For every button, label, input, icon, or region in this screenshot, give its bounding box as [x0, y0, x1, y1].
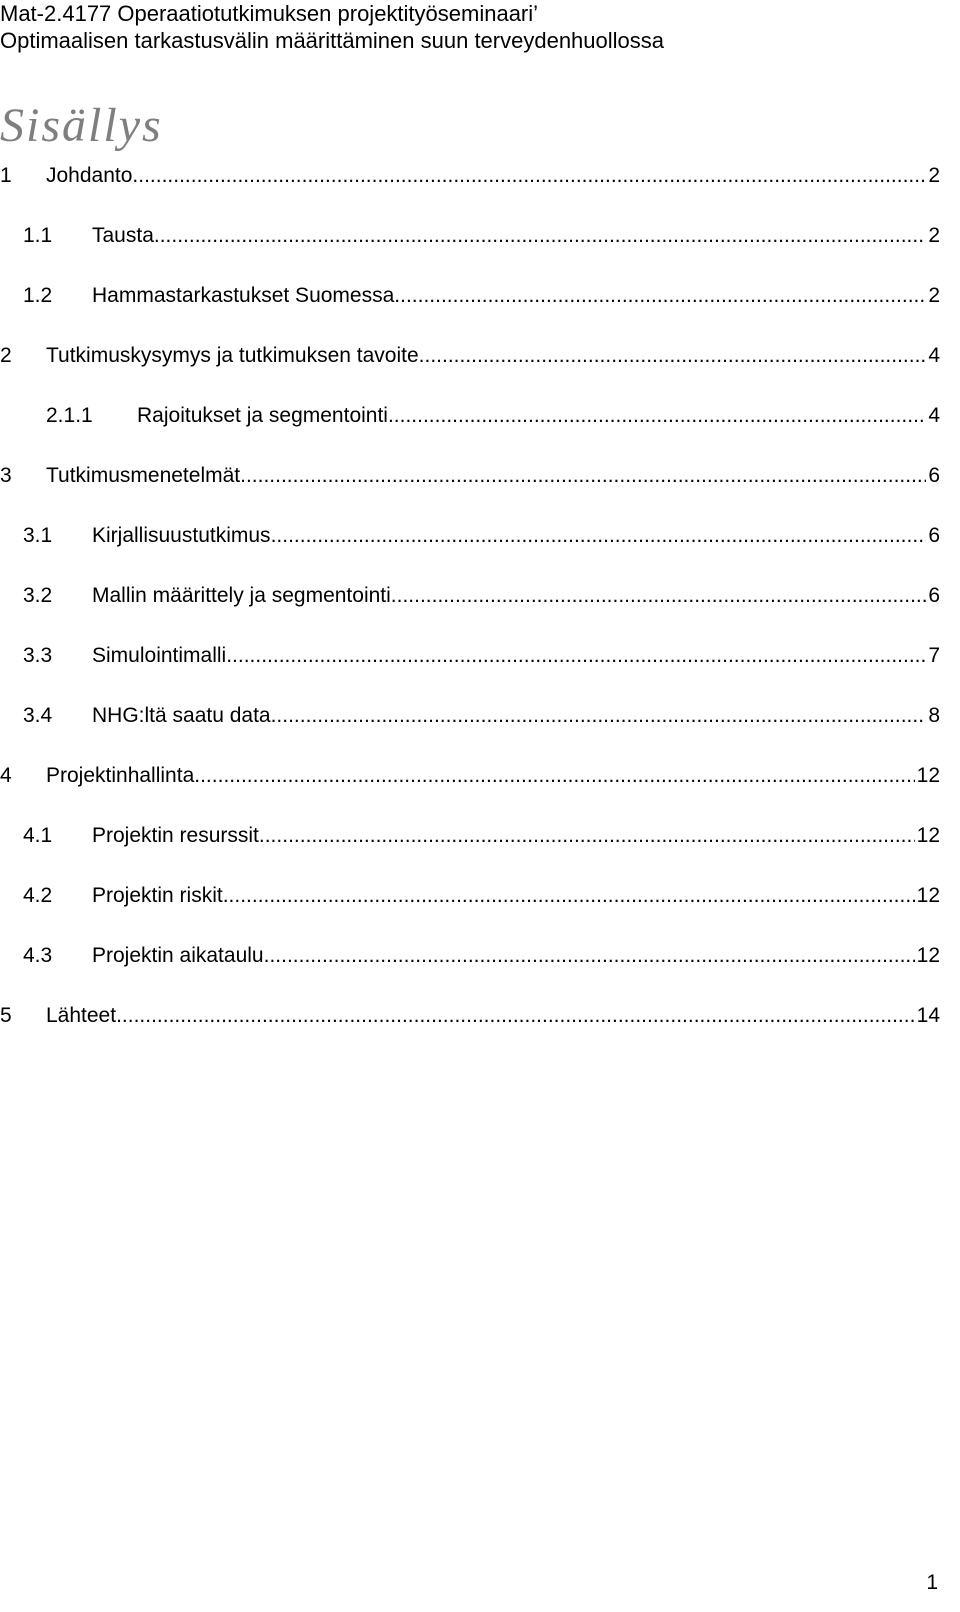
toc-entry-title: Hammastarkastukset Suomessa: [92, 284, 395, 307]
toc-entry-page: 2: [928, 224, 940, 247]
toc-entry[interactable]: [0, 221, 940, 251]
toc-entry-title: Tutkimuskysymys ja tutkimuksen tavoite: [46, 344, 419, 367]
toc-dot-leader: [388, 401, 926, 431]
toc-entry-page: 7: [928, 644, 940, 667]
toc-entry-page: 6: [928, 464, 940, 487]
toc-entry-line: [46, 161, 940, 191]
page-number: 1: [926, 1571, 938, 1594]
toc-entry-number: 3: [0, 464, 12, 487]
toc-entry[interactable]: [0, 521, 940, 551]
toc-entry[interactable]: [0, 401, 940, 431]
toc-entry-number: 1: [0, 164, 12, 187]
toc-entry-number: 3.1: [23, 524, 53, 547]
toc-entry-title: Kirjallisuustutkimus: [92, 524, 271, 547]
toc-entry-line: [92, 581, 940, 611]
toc-entry-line: [92, 281, 940, 311]
toc-entry[interactable]: [0, 761, 940, 791]
toc-dot-leader: [271, 521, 927, 551]
toc-entry-title: Projektin aikataulu: [92, 944, 264, 967]
toc-entry-line: [92, 941, 940, 971]
toc-entry-page: 4: [928, 344, 940, 367]
toc-entry-number: 4.2: [23, 884, 53, 907]
toc-entry-line: [92, 521, 940, 551]
toc-entry-line: [92, 641, 940, 671]
toc-entry-number: 2: [0, 344, 12, 367]
toc-entry-line: [92, 881, 940, 911]
toc-entry-page: 8: [928, 704, 940, 727]
toc-entry[interactable]: [0, 281, 940, 311]
toc-dot-leader: [394, 281, 926, 311]
toc-entry-title: Johdanto: [46, 164, 133, 187]
toc-entry-page: 6: [928, 524, 940, 547]
toc-entry-title: Mallin määrittely ja segmentointi: [92, 584, 391, 607]
toc-entry-title: Tutkimusmenetelmät: [46, 464, 241, 487]
document-subtitle: Optimaalisen tarkastusvälin määrittäminen suun terveydenhuollossa: [0, 28, 665, 53]
toc-entry-number: 4.3: [23, 944, 53, 967]
toc-dot-leader: [194, 761, 914, 791]
toc-dot-leader: [259, 821, 915, 851]
toc-entry-number: 4.1: [23, 824, 53, 847]
toc-entry[interactable]: [0, 161, 940, 191]
toc-entry-number: 1.2: [23, 284, 53, 307]
course-title: Mat-2.4177 Operaatiotutkimuksen projektityöseminaari’: [0, 1, 539, 26]
document-header: [0, 0, 940, 54]
toc-entry-number: 3.2: [23, 584, 53, 607]
toc-entry-title: Tausta: [92, 224, 154, 247]
toc-entry-line: [137, 401, 940, 431]
toc-entry-title: Lähteet: [46, 1004, 117, 1027]
toc-entry[interactable]: [0, 1001, 940, 1031]
toc-entry-page: 12: [916, 884, 940, 907]
toc-dot-leader: [271, 701, 927, 731]
toc-entry[interactable]: [0, 941, 940, 971]
toc-entry-title: NHG:ltä saatu data: [92, 704, 271, 727]
toc-entry-number: 2.1.1: [46, 404, 93, 427]
toc-entry[interactable]: [0, 641, 940, 671]
toc-dot-leader: [240, 461, 926, 491]
toc-entry[interactable]: [0, 881, 940, 911]
toc-entry[interactable]: [0, 461, 940, 491]
toc-entry-line: [46, 341, 940, 371]
toc-entry-page: 6: [928, 584, 940, 607]
toc-dot-leader: [419, 341, 927, 371]
toc-entry-title: Simulointimalli: [92, 644, 227, 667]
toc-dot-leader: [223, 881, 915, 911]
toc-dot-leader: [116, 1001, 915, 1031]
toc-entry[interactable]: [0, 701, 940, 731]
toc-entry[interactable]: [0, 341, 940, 371]
toc-entry-page: 14: [916, 1004, 940, 1027]
toc-entry-page: 2: [928, 284, 940, 307]
toc-entry-title: Projektin resurssit: [92, 824, 259, 847]
toc-dot-leader: [226, 641, 926, 671]
toc-entry-page: 12: [916, 824, 940, 847]
toc-entry-page: 4: [928, 404, 940, 427]
toc-entry-page: 12: [916, 764, 940, 787]
toc-dot-leader: [154, 221, 926, 251]
toc-dot-leader: [132, 161, 926, 191]
toc-dot-leader: [264, 941, 915, 971]
toc-entry-page: 2: [928, 164, 940, 187]
toc-entry-line: [92, 821, 940, 851]
toc-entry-line: [46, 761, 940, 791]
toc-entry-number: 3.3: [23, 644, 53, 667]
toc-entry-line: [46, 1001, 940, 1031]
toc-title: Sisällys: [0, 99, 163, 152]
toc-entry[interactable]: [0, 581, 940, 611]
toc-entry-line: [92, 221, 940, 251]
toc-entry-title: Projektin riskit: [92, 884, 223, 907]
toc-entry-title: Rajoitukset ja segmentointi: [137, 404, 388, 427]
toc-entry-number: 1.1: [23, 224, 53, 247]
toc-entry-line: [92, 701, 940, 731]
toc-entry-number: 3.4: [23, 704, 53, 727]
toc-dot-leader: [391, 581, 927, 611]
toc-entry-number: 4: [0, 764, 12, 787]
toc-entry[interactable]: [0, 821, 940, 851]
toc-entry-page: 12: [916, 944, 940, 967]
toc-entry-number: 5: [0, 1004, 12, 1027]
toc-entry-line: [46, 461, 940, 491]
toc-entry-title: Projektinhallinta: [46, 764, 195, 787]
